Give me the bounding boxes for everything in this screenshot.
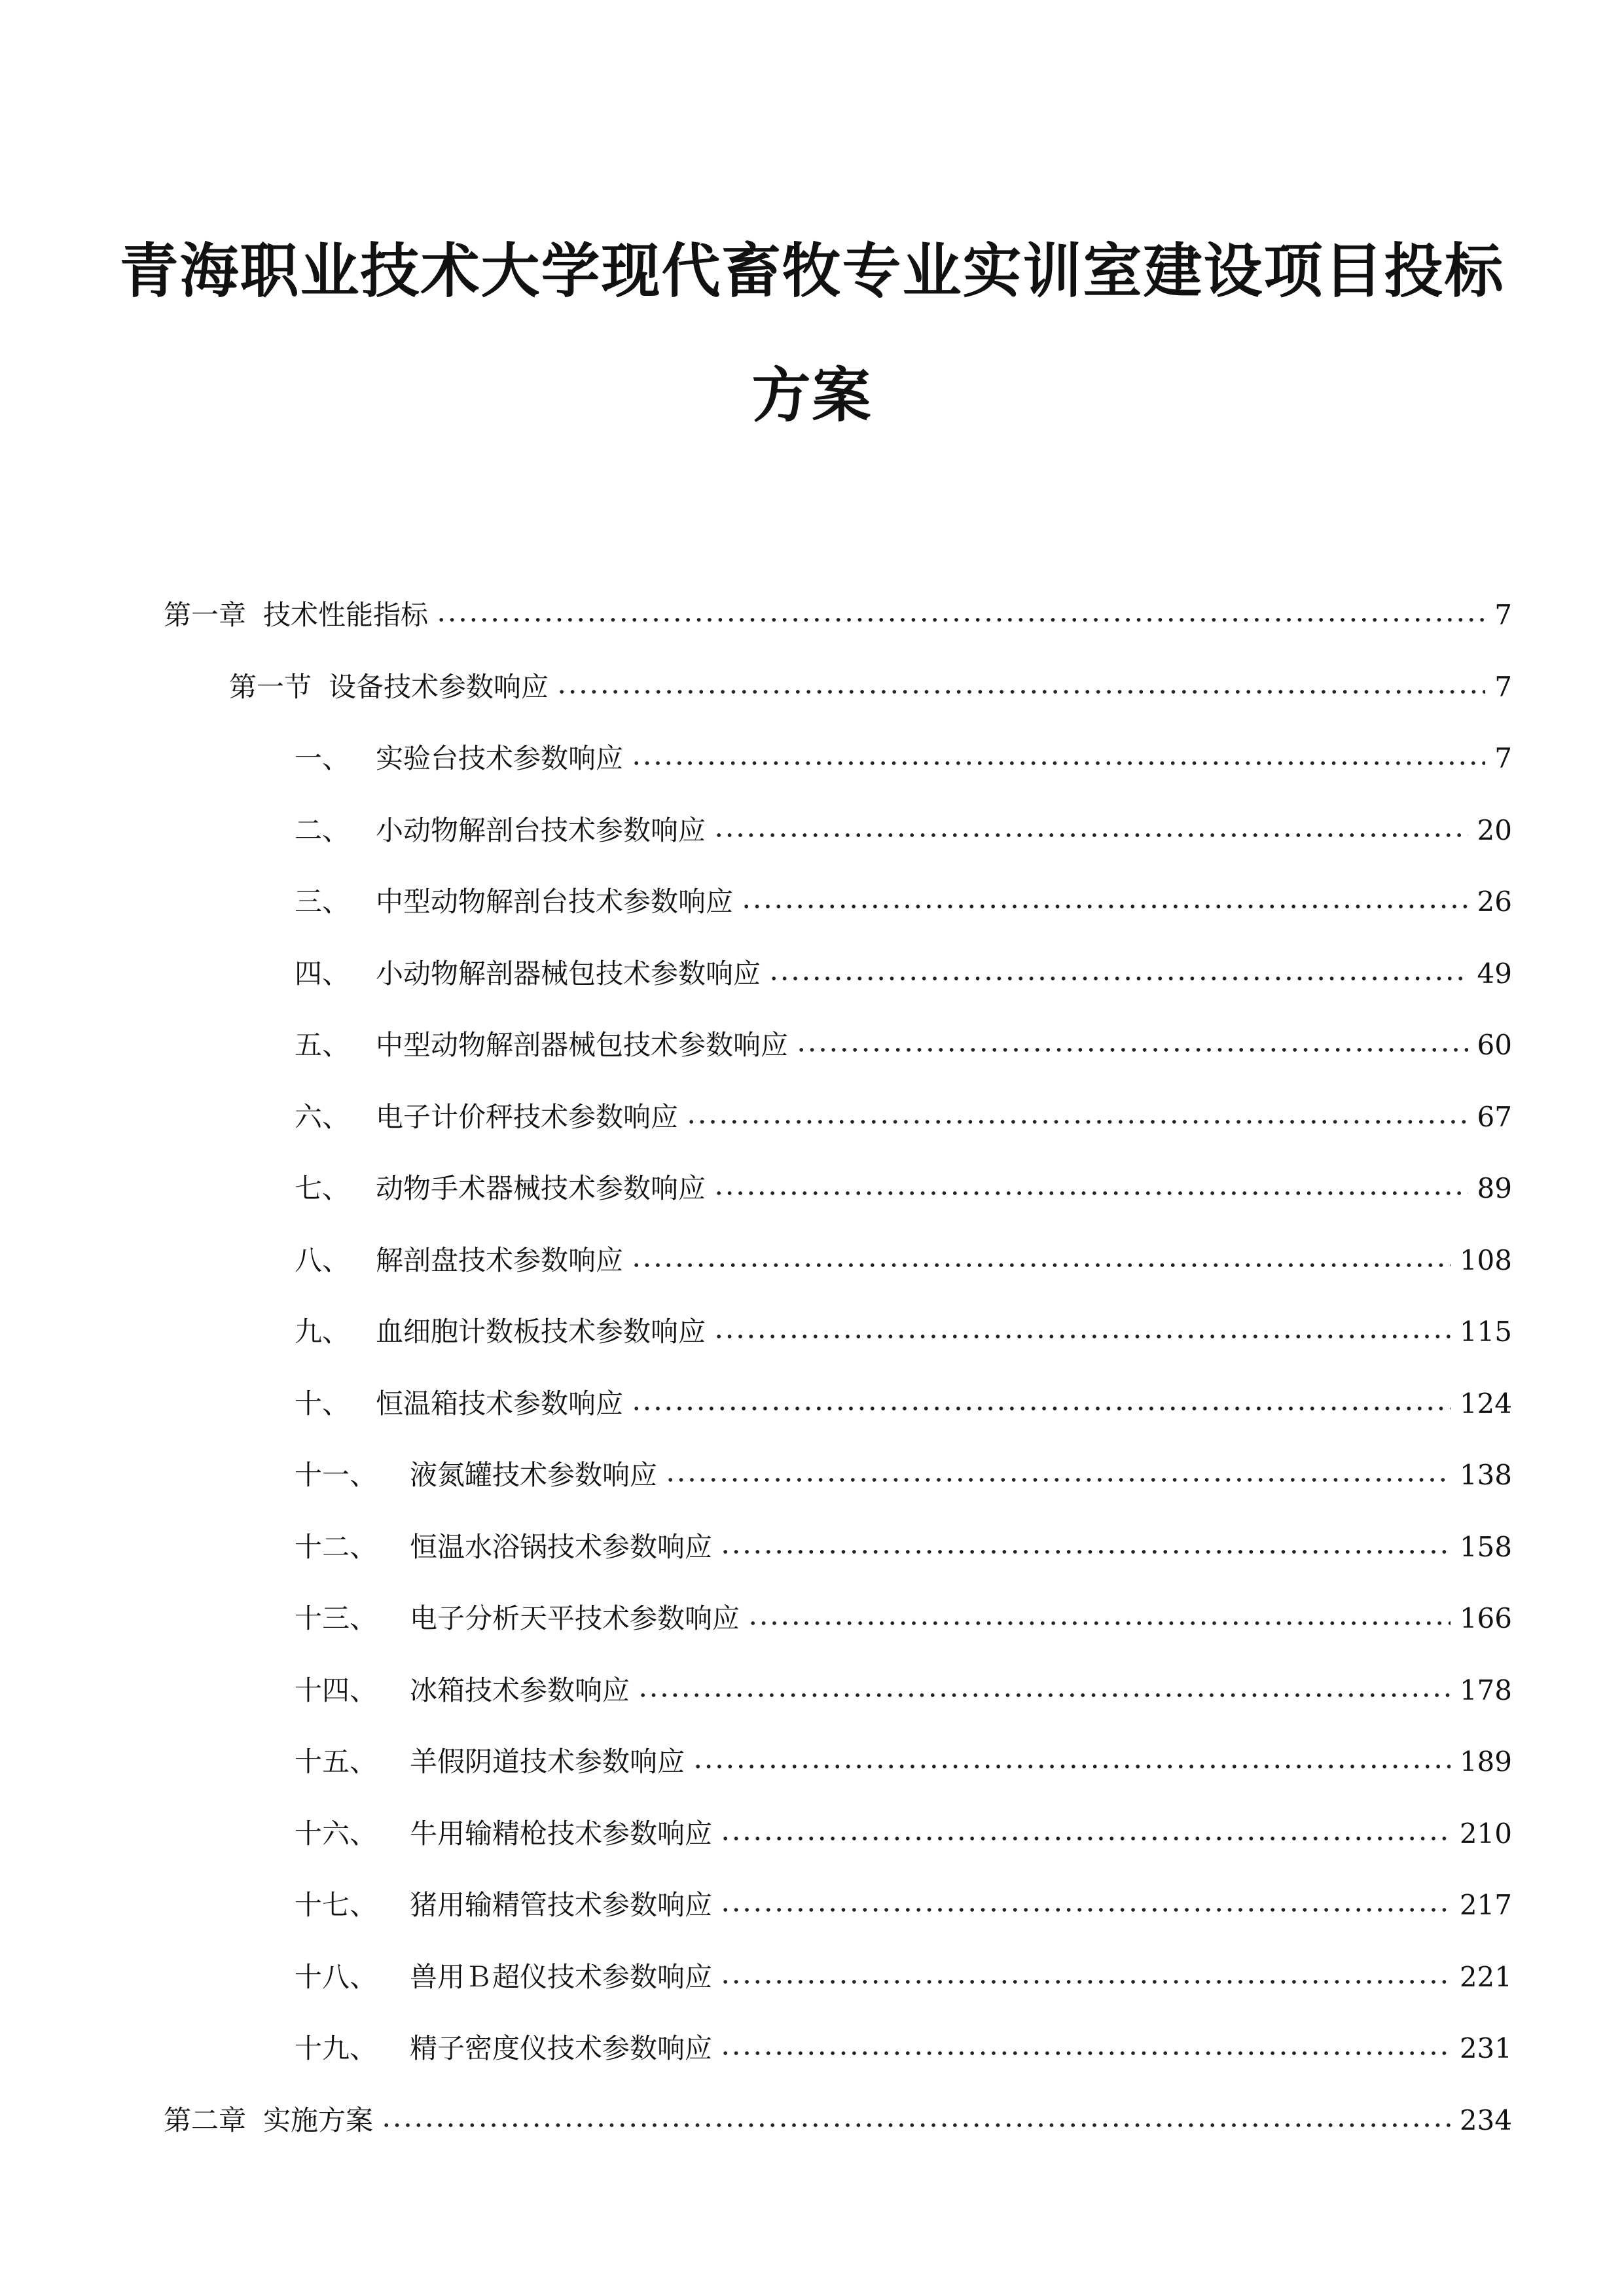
toc-entry-page-number: 178 <box>1459 1674 1512 1706</box>
toc-entry[interactable] <box>295 732 1512 785</box>
toc-entry-page-number: 89 <box>1477 1172 1512 1204</box>
toc-entry[interactable] <box>295 1091 1512 1143</box>
toc-dot-leader <box>741 905 1468 908</box>
toc-entry-title: 恒温箱技术参数响应 <box>376 1388 624 1420</box>
toc-entry-page-number: 108 <box>1459 1244 1512 1276</box>
toc-entry-title: 精子密度仪技术参数响应 <box>410 2032 713 2064</box>
toc-entry-number: 十五、 <box>295 1746 378 1778</box>
toc-dot-leader <box>720 1980 1451 1984</box>
toc-dot-leader <box>720 2051 1451 2055</box>
toc-dot-leader <box>713 1191 1468 1195</box>
toc-entry-title: 解剖盘技术参数响应 <box>376 1244 624 1276</box>
toc-entry-page-number: 60 <box>1477 1029 1512 1061</box>
toc-entry-title: 冰箱技术参数响应 <box>410 1674 630 1706</box>
toc-entry[interactable] <box>295 1378 1512 1430</box>
toc-entry-number: 七、 <box>295 1172 350 1204</box>
toc-entry-page-number: 7 <box>1494 671 1512 703</box>
toc-entry[interactable] <box>295 804 1512 857</box>
toc-entry-title: 技术性能指标 <box>263 599 429 631</box>
toc-dot-leader <box>720 1908 1451 1912</box>
toc-entry-page-number: 210 <box>1459 1818 1512 1850</box>
toc-entry[interactable] <box>164 2094 1512 2147</box>
toc-entry-page-number: 221 <box>1459 1961 1512 1993</box>
toc-entry-title: 血细胞计数板技术参数响应 <box>376 1316 706 1348</box>
toc-entry-title: 中型动物解剖台技术参数响应 <box>376 886 734 918</box>
toc-entry-page-number: 217 <box>1459 1889 1512 1921</box>
toc-entry-title: 实验台技术参数响应 <box>376 742 624 774</box>
toc-entry-page-number: 7 <box>1494 599 1512 631</box>
toc-entry[interactable] <box>295 1162 1512 1215</box>
toc-entry-title: 电子计价秤技术参数响应 <box>376 1101 679 1133</box>
toc-entry-page-number: 166 <box>1459 1602 1512 1634</box>
toc-entry-title: 恒温水浴锅技术参数响应 <box>410 1531 713 1563</box>
toc-entry-number: 五、 <box>295 1029 350 1061</box>
toc-entry-title: 小动物解剖器械包技术参数响应 <box>376 958 761 990</box>
toc-entry-number: 第一章 <box>164 599 247 631</box>
toc-dot-leader <box>686 1120 1468 1124</box>
toc-entry[interactable] <box>295 1951 1512 2003</box>
toc-entry-number: 第一节 <box>229 671 312 703</box>
toc-entry[interactable] <box>295 1306 1512 1358</box>
toc-dot-leader <box>768 977 1468 980</box>
toc-entry-number: 三、 <box>295 886 350 918</box>
toc-entry[interactable] <box>295 1664 1512 1717</box>
toc-entry-number: 二、 <box>295 814 350 846</box>
toc-entry[interactable] <box>164 589 1512 641</box>
toc-dot-leader <box>381 2123 1451 2127</box>
toc-entry-number: 十八、 <box>295 1961 378 1993</box>
toc-entry-page-number: 124 <box>1459 1388 1512 1420</box>
toc-dot-leader <box>631 1263 1451 1267</box>
toc-dot-leader <box>713 1335 1451 1338</box>
toc-entry[interactable] <box>295 1592 1512 1645</box>
toc-entry-page-number: 26 <box>1477 886 1512 918</box>
toc-dot-leader <box>638 1693 1451 1697</box>
toc-entry-page-number: 138 <box>1459 1459 1512 1491</box>
toc-entry-page-number: 20 <box>1477 814 1512 846</box>
toc-entry[interactable] <box>295 1808 1512 1860</box>
toc-entry-number: 十六、 <box>295 1818 378 1850</box>
toc-entry-number: 十、 <box>295 1388 350 1420</box>
toc-entry-number: 十七、 <box>295 1889 378 1921</box>
toc-entry[interactable] <box>229 661 1512 713</box>
toc-entry-number: 十二、 <box>295 1531 378 1563</box>
toc-entry-number: 十九、 <box>295 2032 378 2064</box>
toc-dot-leader <box>436 618 1485 622</box>
toc-dot-leader <box>631 1407 1451 1410</box>
toc-dot-leader <box>748 1621 1451 1625</box>
toc-entry-number: 第二章 <box>164 2104 247 2136</box>
toc-entry-page-number: 158 <box>1459 1531 1512 1563</box>
toc-entry-page-number: 189 <box>1459 1746 1512 1778</box>
toc-entry-title: 猪用输精管技术参数响应 <box>410 1889 713 1921</box>
toc-dot-leader <box>713 833 1468 837</box>
toc-entry-number: 十四、 <box>295 1674 378 1706</box>
toc-dot-leader <box>631 761 1485 765</box>
toc-entry-title: 牛用输精枪技术参数响应 <box>410 1818 713 1850</box>
toc-entry[interactable] <box>295 948 1512 1000</box>
toc-entry-title: 动物手术器械技术参数响应 <box>376 1172 706 1204</box>
toc-entry[interactable] <box>295 1879 1512 1931</box>
document-title-line-2: 方案 <box>751 361 873 430</box>
toc-entry-number: 四、 <box>295 958 350 990</box>
toc-entry-number: 六、 <box>295 1101 350 1133</box>
toc-entry-page-number: 7 <box>1494 742 1512 774</box>
toc-entry-number: 一、 <box>295 742 350 774</box>
toc-entry-number: 九、 <box>295 1316 350 1348</box>
toc-entry-title: 电子分析天平技术参数响应 <box>410 1602 740 1634</box>
toc-entry-title: 实施方案 <box>263 2104 374 2136</box>
toc-entry-number: 十一、 <box>295 1459 378 1491</box>
toc-entry-title: 液氮罐技术参数响应 <box>410 1459 658 1491</box>
toc-entry-page-number: 115 <box>1459 1316 1512 1348</box>
toc-dot-leader <box>720 1550 1451 1554</box>
toc-dot-leader <box>796 1048 1468 1052</box>
toc-entry-title: 小动物解剖台技术参数响应 <box>376 814 706 846</box>
toc-entry-title: 兽用Ｂ超仪技术参数响应 <box>410 1961 713 1993</box>
toc-entry-number: 八、 <box>295 1244 350 1276</box>
toc-entry-page-number: 67 <box>1477 1101 1512 1133</box>
toc-dot-leader <box>665 1478 1451 1482</box>
toc-dot-leader <box>720 1837 1451 1840</box>
toc-entry-title: 设备技术参数响应 <box>329 671 549 703</box>
document-title-line-1: 青海职业技术大学现代畜牧专业实训室建设项目投标 <box>119 237 1505 306</box>
toc-dot-leader <box>556 690 1485 694</box>
toc-entry-page-number: 49 <box>1477 958 1512 990</box>
toc-entry[interactable] <box>295 1736 1512 1788</box>
toc-entry[interactable] <box>295 1019 1512 1071</box>
toc-entry-title: 羊假阴道技术参数响应 <box>410 1746 685 1778</box>
toc-entry[interactable] <box>295 876 1512 928</box>
toc-entry-title: 中型动物解剖器械包技术参数响应 <box>376 1029 789 1061</box>
toc-entry[interactable] <box>295 1449 1512 1501</box>
toc-dot-leader <box>693 1765 1451 1768</box>
toc-entry[interactable] <box>295 1234 1512 1287</box>
toc-entry-page-number: 234 <box>1459 2104 1512 2136</box>
toc-entry[interactable] <box>295 1521 1512 1573</box>
toc-entry[interactable] <box>295 2022 1512 2075</box>
toc-entry-page-number: 231 <box>1459 2032 1512 2064</box>
toc-entry-number: 十三、 <box>295 1602 378 1634</box>
